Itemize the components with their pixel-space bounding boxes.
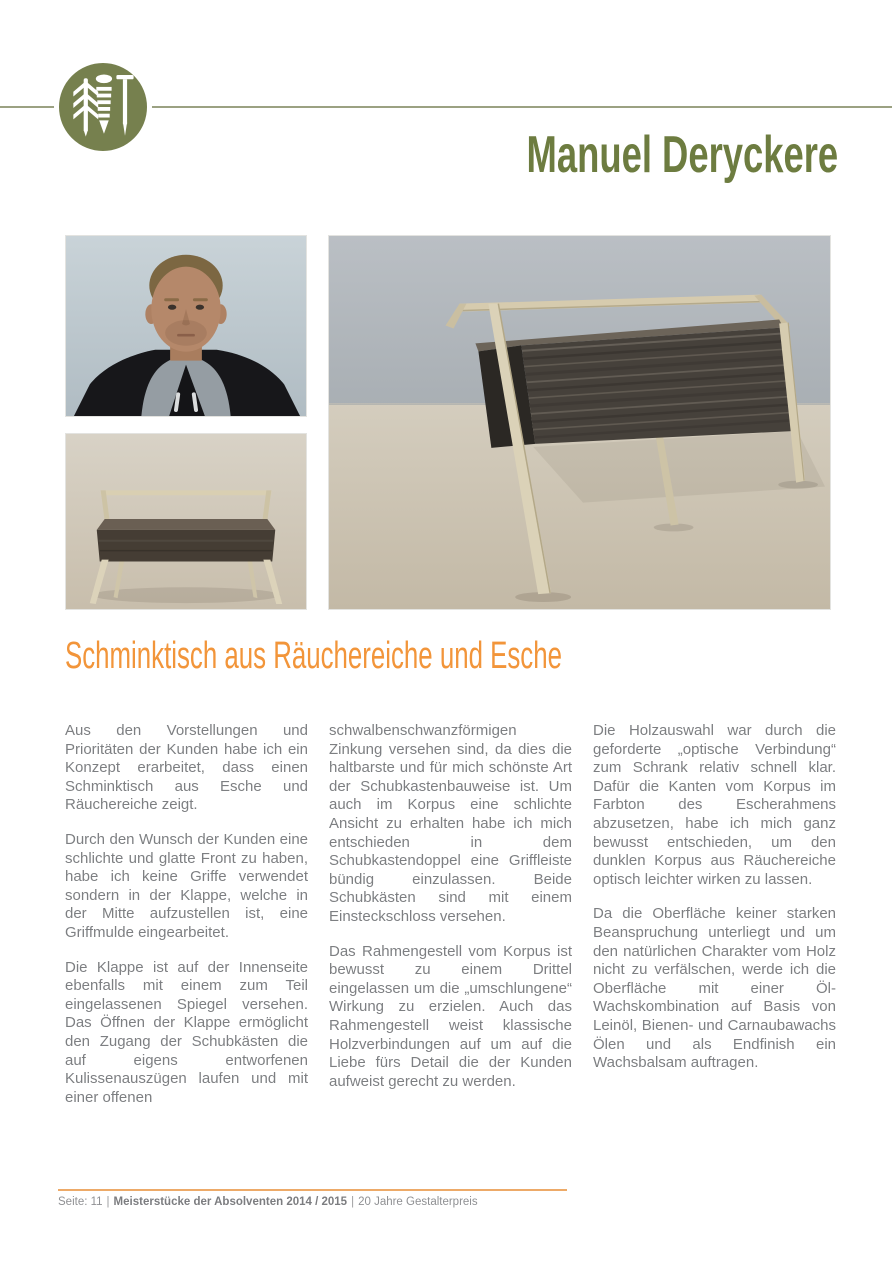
fasteners-logo xyxy=(59,63,147,151)
table-top xyxy=(97,519,276,530)
footer xyxy=(58,1196,478,1208)
project-title: Schminktisch aus Räuchereiche und Esche xyxy=(65,635,562,677)
portrait-photo xyxy=(65,235,307,417)
table-front-photo xyxy=(65,433,307,610)
screw-icon xyxy=(96,74,112,133)
paragraph: Aus den Vorstellungen und Prioritäten der Kunden habe ich ein Konzept erarbeitet, dass einen Schminktisch aus Esche und Räuchereiche zeigt. xyxy=(65,722,308,814)
wall-plug-icon xyxy=(73,78,98,136)
drawer-box-front xyxy=(521,328,795,444)
text-column-1 xyxy=(65,722,308,1123)
paragraph: Da die Oberfläche keiner starken Beanspruchung unterliegt und um den natürlichen Charakter vom Holz nicht zu verfälschen, werde ich die Oberfläche mit einer Öl- Wachskombination auf Basis von Leinöl, Bienen- und Carnaubawachs Ölen und als Endfinish ein Wachsbalsam auftragen. xyxy=(593,905,836,1072)
footer-booklet-title: Meisterstücke der Absolventen 2014 / 2015 xyxy=(113,1196,348,1208)
logo-badge xyxy=(54,58,152,156)
text-column-3 xyxy=(593,722,836,1123)
footer-page-number: Seite: 11 xyxy=(58,1196,103,1208)
ash-rail xyxy=(101,490,272,495)
nail-icon xyxy=(116,75,133,136)
article-body xyxy=(65,722,836,1123)
text-column-2 xyxy=(329,722,572,1123)
drawer-box xyxy=(97,530,276,562)
table-perspective-illustration xyxy=(329,236,830,609)
footer-separator: | xyxy=(351,1196,355,1208)
paragraph: Durch den Wunsch der Kunden eine schlichte und glatte Front zu haben, habe ich keine Griffe verwendet sondern in der Klappe, welche in der Mitte aufzustellen ist, eine Griffmulde eingearbeitet. xyxy=(65,830,308,941)
table-perspective-photo xyxy=(328,235,831,610)
portrait-illustration xyxy=(66,236,306,416)
table-front-illustration xyxy=(66,434,306,609)
paragraph: Die Holzauswahl war durch die geforderte „optische Verbindung“ zum Schrank relativ schnell klar. Dafür die Kanten vom Korpus im Farbton des Escherahmens abzusetzen, habe ich mich ganz bewusst entschieden, um den dunklen Korpus aus Räuchereiche optisch leichter wirken zu lassen. xyxy=(593,722,836,888)
paragraph: schwalbenschwanzförmigen Zinkung versehen sind, da dies die haltbarste und für mich schönste Art der Schubkastenbauweise ist. Um auch im Korpus eine schlichte Ansicht zu erhalten habe ich mich entschieden in dem Schubkastendoppel eine Griffleiste bündig einzulassen. Beide Schubkästen sind mit einem Einsteckschloss versehen. xyxy=(329,722,572,925)
footer-anniversary: 20 Jahre Gestalterpreis xyxy=(358,1196,478,1208)
author-name: Manuel Deryckere xyxy=(526,126,838,184)
paragraph: Das Rahmengestell vom Korpus ist bewusst zu einem Drittel eingelassen um die „umschlungene“ Wirkung zu erzielen. Auch das Rahmengestell weist klassische Holzverbindungen auf um auf die Liebe fürs Detail die der Kunden aufweist gerecht zu werden. xyxy=(329,942,572,1090)
footer-separator: | xyxy=(106,1196,110,1208)
paragraph: Die Klappe ist auf der Innenseite ebenfalls mit einem zum Teil eingelassenen Spiegel versehen. Das Öffnen der Klappe ermöglicht den Zugang der Schubkästen die auf eigens entworfenen Kulissenauszügen laufen und mit einer offenen xyxy=(65,958,308,1106)
footer-rule xyxy=(58,1189,567,1191)
